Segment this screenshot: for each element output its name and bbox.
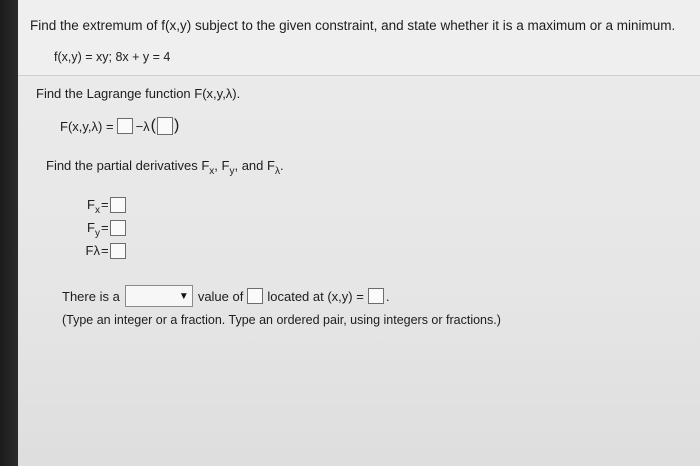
open-paren: ( [150, 117, 156, 134]
partials-end: . [279, 158, 284, 173]
equals-sign: = [101, 197, 109, 212]
lagrange-constraint-input[interactable] [157, 117, 173, 135]
lagrange-constraint-group [150, 117, 181, 135]
answer-middle: value of [197, 288, 244, 304]
sub-x: x [209, 166, 215, 177]
screen [18, 0, 700, 466]
extremum-value-input[interactable] [247, 288, 263, 304]
partials-sep1: , F [214, 158, 230, 173]
sub-lambda: λ [274, 166, 280, 177]
chevron-down-icon: ▼ [178, 290, 189, 302]
partial-label-x: $F_x$ [87, 197, 100, 216]
partial-lambda-input[interactable] [110, 243, 126, 259]
close-paren: ) [173, 117, 180, 134]
partial-row-y [72, 216, 126, 239]
point-input[interactable] [368, 288, 384, 304]
question-panel [18, 0, 700, 76]
equals-sign: = [101, 243, 109, 258]
answer-end: . [385, 288, 390, 304]
partials-sep2: , and F [234, 158, 275, 173]
answer-located: located at (x,y) = [267, 288, 364, 304]
given-function: f(x,y) = xy; 8x + y = 4 [54, 50, 171, 64]
partials-list [72, 193, 126, 262]
minus-lambda: −λ [135, 118, 150, 134]
lagrange-instruction: Find the Lagrange function F(x,y,λ). [36, 86, 241, 101]
input-hint: (Type an integer or a fraction. Type an ordered pair, using integers or fractions.) [62, 313, 501, 327]
answer-row [62, 285, 389, 307]
partials-prefix: Find the partial derivatives F [46, 158, 210, 173]
partial-label-lambda: Fλ [85, 243, 100, 258]
partial-row-x [72, 193, 126, 216]
extremum-type-dropdown[interactable] [125, 285, 193, 307]
equals-sign: = [101, 220, 109, 235]
partial-y-input[interactable] [110, 220, 126, 236]
partial-x-input[interactable] [110, 197, 126, 213]
question-prompt: Find the extremum of f(x,y) subject to the given constraint, and state whether it is a maximum or a minimum. [30, 18, 676, 33]
partial-label-y: $F_y$ [87, 220, 100, 239]
answer-prefix: There is a [62, 288, 120, 304]
sub-y: y [229, 166, 235, 177]
lagrange-term1-input[interactable] [117, 118, 133, 134]
lagrange-row [60, 117, 180, 135]
partial-row-lambda [72, 239, 126, 262]
partials-instruction [46, 158, 284, 177]
lagrange-lhs: F(x,y,λ) = [60, 118, 114, 134]
